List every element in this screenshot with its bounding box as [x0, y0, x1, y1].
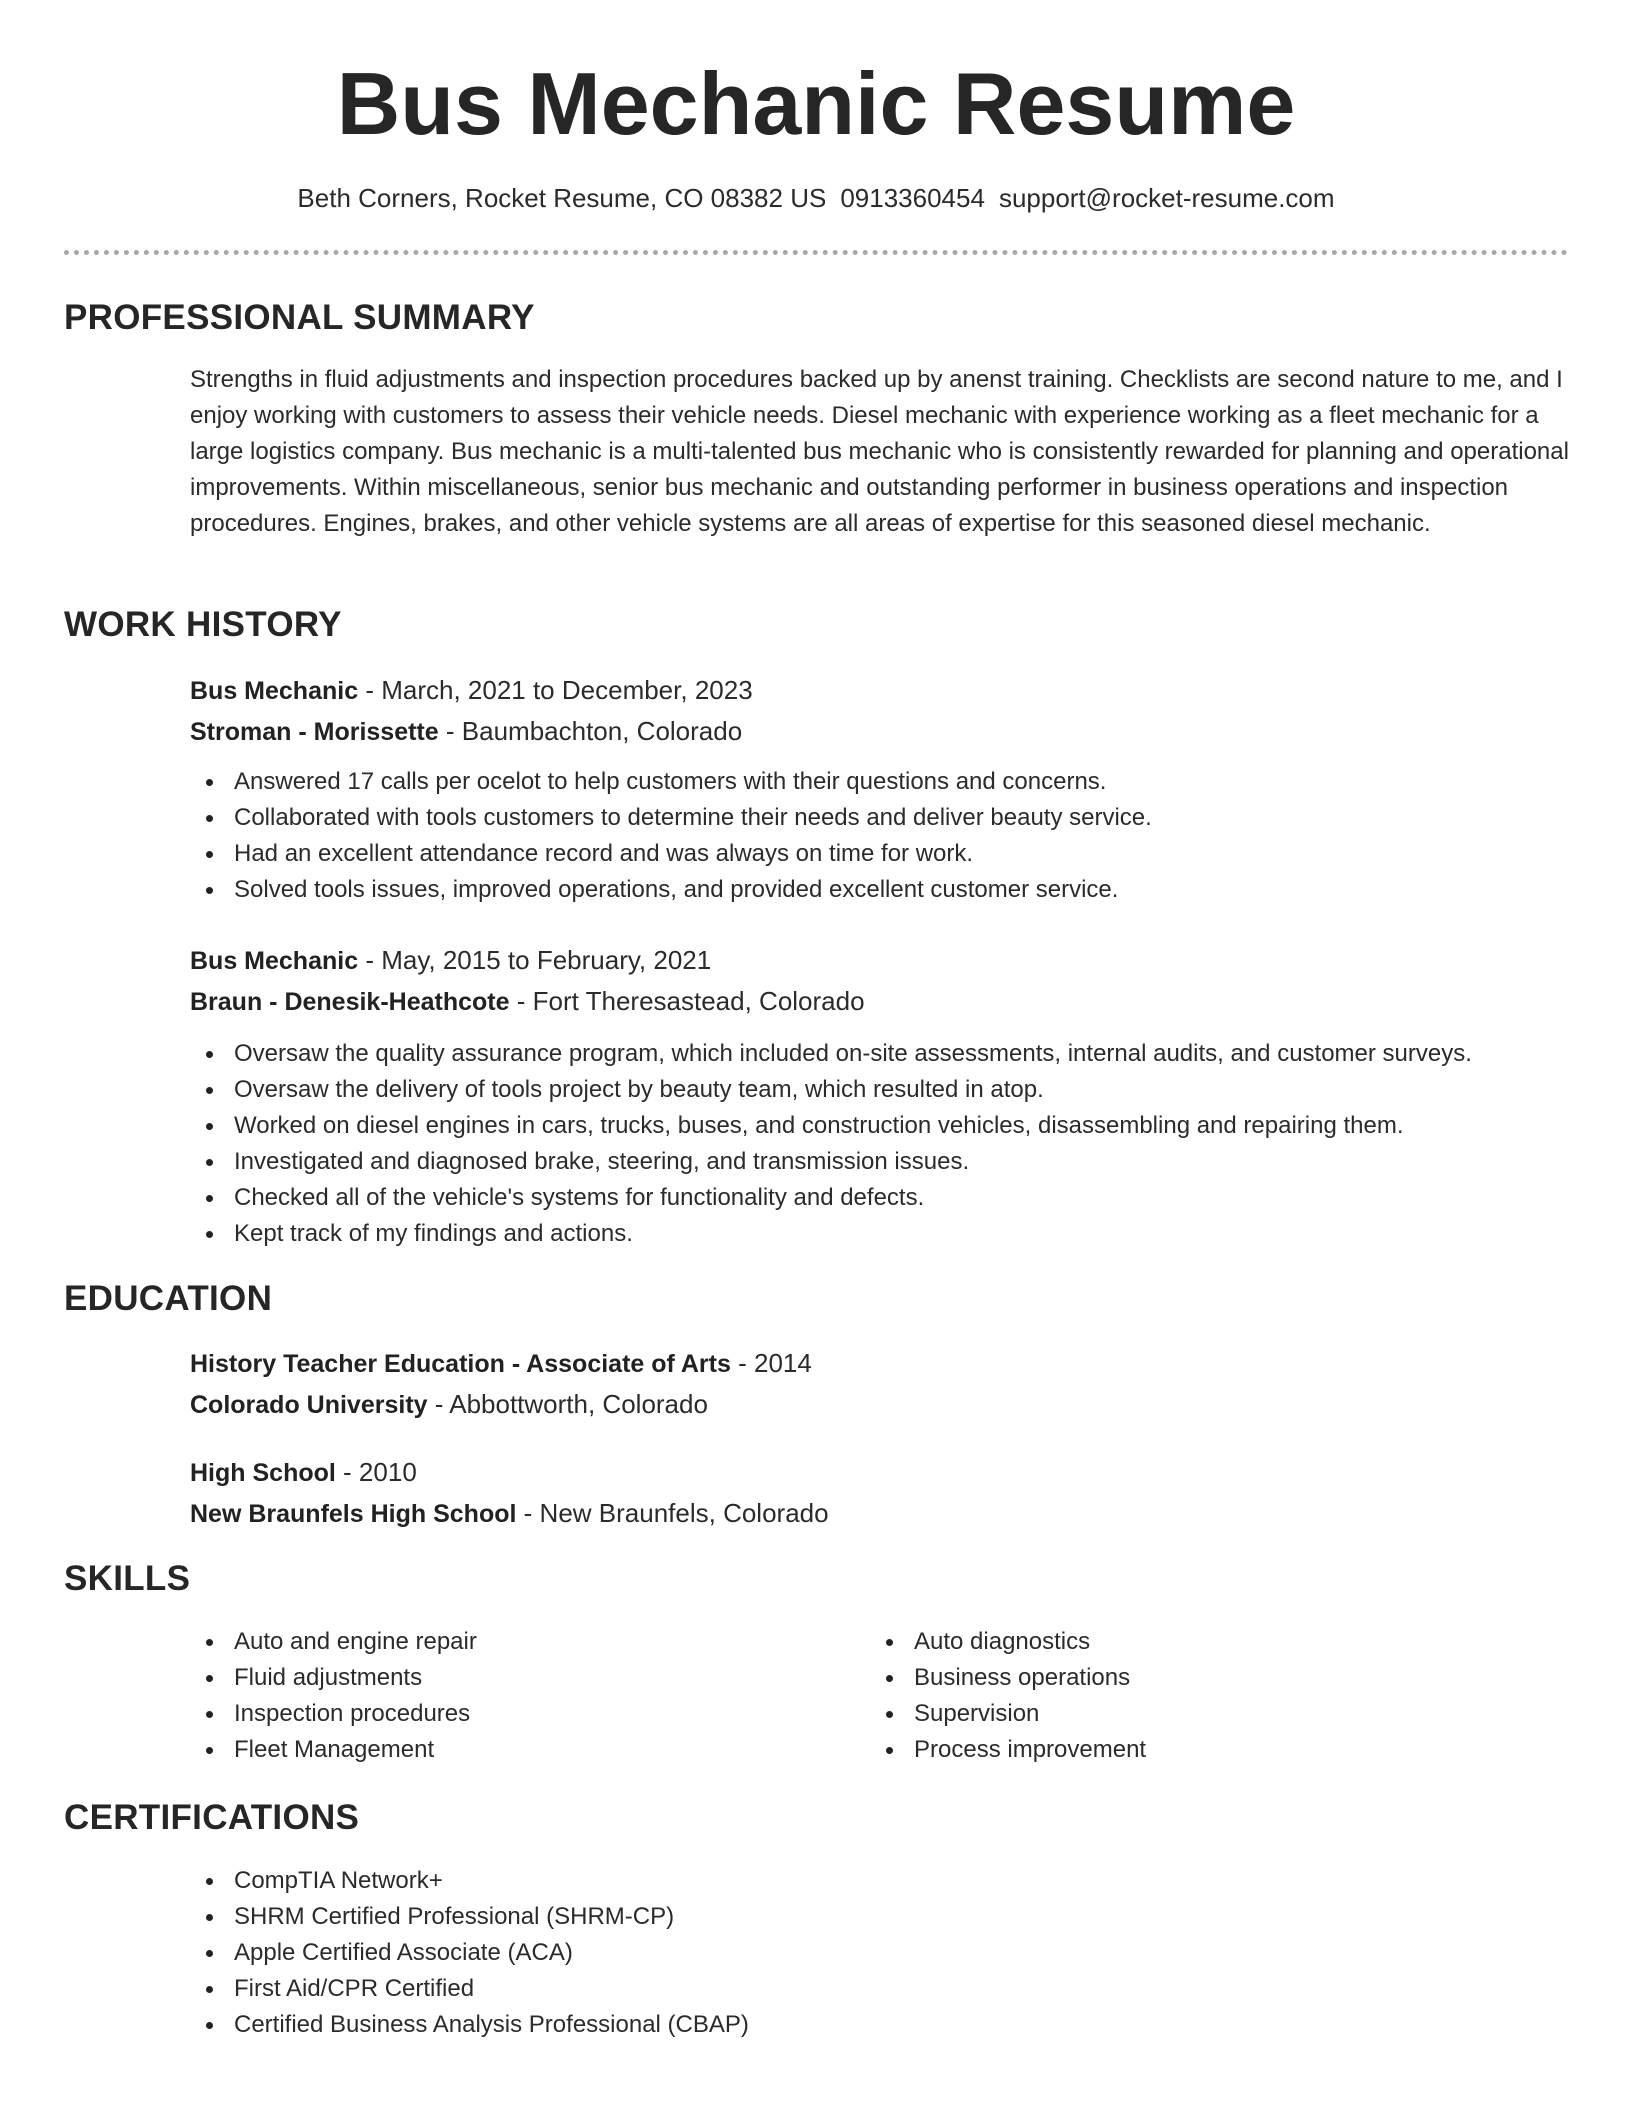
list-item: Fleet Management [190, 1732, 850, 1768]
education-school: New Braunfels High School [190, 1500, 517, 1528]
education-location: - Abbottworth, Colorado [427, 1389, 708, 1419]
skills-heading: SKILLS [64, 1559, 191, 1598]
certifications-list [190, 1863, 1570, 2043]
skills-column-left [190, 1624, 850, 1768]
list-item: Oversaw the quality assurance program, which included on-site assessments, internal audits, and customer surveys. [190, 1036, 1570, 1072]
list-item: CompTIA Network+ [190, 1863, 1570, 1899]
list-item: Apple Certified Associate (ACA) [190, 1935, 1570, 1971]
list-item: Certified Business Analysis Professional (CBAP) [190, 2007, 1570, 2043]
list-item: Auto and engine repair [190, 1624, 850, 1660]
job-company: Stroman - Morissette [190, 718, 439, 746]
list-item: Had an excellent attendance record and was always on time for work. [190, 836, 1570, 872]
education-school-line [190, 1493, 1570, 1534]
list-item: Inspection procedures [190, 1696, 850, 1732]
education-school-line [190, 1384, 1570, 1425]
contact-email: support@rocket-resume.com [998, 183, 1335, 213]
list-item: Solved tools issues, improved operations, and provided excellent customer service. [190, 872, 1570, 908]
list-item: Collaborated with tools customers to determine their needs and deliver beauty service. [190, 800, 1570, 836]
list-item: Auto diagnostics [870, 1624, 1530, 1660]
list-item: Kept track of my findings and actions. [190, 1216, 1570, 1252]
job-bullets [190, 764, 1570, 908]
job-company-line [190, 981, 1570, 1022]
contact-address: Beth Corners, Rocket Resume, CO 08382 US [297, 183, 827, 213]
resume-page [64, 0, 1569, 2038]
page-title: Bus Mechanic Resume [336, 54, 1296, 153]
education-entry [190, 1343, 1570, 1425]
summary-heading: PROFESSIONAL SUMMARY [64, 298, 535, 337]
education-degree-line [190, 1452, 1570, 1493]
list-item: Business operations [870, 1660, 1530, 1696]
education-year: - 2010 [335, 1457, 417, 1487]
certifications-block [190, 1863, 1570, 2043]
summary-text: Strengths in fluid adjustments and inspection procedures backed up by anenst training. Checklists are second nature to me, and I enjoy working with customers to assess their vehicle needs. Diesel mechanic with experience working as a fleet mechanic for a large logistics company. Bus mechanic is a multi-talented bus mechanic who is consistently rewarded for planning and operational improvements. Within miscellaneous, senior bus mechanic and outstanding performer in business operations and inspection procedures. Engines, brakes, and other vehicle systems are all areas of expertise for this seasoned diesel mechanic. [190, 366, 1569, 537]
header-divider [64, 250, 1568, 255]
job-entry [190, 940, 1570, 1252]
list-item: Oversaw the delivery of tools project by beauty team, which resulted in atop. [190, 1072, 1570, 1108]
job-dates: - May, 2015 to February, 2021 [358, 945, 712, 975]
contact-line [64, 182, 1568, 214]
list-item: Supervision [870, 1696, 1530, 1732]
job-location: - Fort Theresastead, Colorado [509, 986, 865, 1016]
certifications-heading: CERTIFICATIONS [64, 1798, 360, 1837]
list-item: Checked all of the vehicle's systems for functionality and defects. [190, 1180, 1570, 1216]
education-school: Colorado University [190, 1391, 428, 1419]
job-location: - Baumbachton, Colorado [438, 716, 743, 746]
list-item: First Aid/CPR Certified [190, 1971, 1570, 2007]
education-entry [190, 1452, 1570, 1534]
job-title-line [190, 670, 1570, 711]
skills-list [190, 1624, 850, 1768]
list-item: SHRM Certified Professional (SHRM-CP) [190, 1899, 1570, 1935]
education-degree: History Teacher Education - Associate of Arts [190, 1350, 731, 1378]
education-location: - New Braunfels, Colorado [516, 1498, 829, 1528]
list-item: Investigated and diagnosed brake, steering, and transmission issues. [190, 1144, 1570, 1180]
education-degree: High School [190, 1459, 336, 1487]
list-item: Fluid adjustments [190, 1660, 850, 1696]
education-year: - 2014 [730, 1348, 812, 1378]
contact-phone: 0913360454 [840, 183, 985, 213]
work-history-heading: WORK HISTORY [64, 605, 342, 644]
list-item: Answered 17 calls per ocelot to help customers with their questions and concerns. [190, 764, 1570, 800]
skills-list [870, 1624, 1530, 1768]
education-heading: EDUCATION [64, 1279, 273, 1318]
skills-column-right [870, 1624, 1530, 1768]
skills-grid [190, 1624, 1570, 1774]
job-bullets [190, 1036, 1570, 1252]
job-company: Braun - Denesik-Heathcote [190, 988, 510, 1016]
job-role: Bus Mechanic [190, 947, 359, 975]
job-title-line [190, 940, 1570, 981]
job-company-line [190, 711, 1570, 752]
list-item: Worked on diesel engines in cars, trucks, buses, and construction vehicles, disassembling and repairing them. [190, 1108, 1570, 1144]
list-item: Process improvement [870, 1732, 1530, 1768]
education-degree-line [190, 1343, 1570, 1384]
job-dates: - March, 2021 to December, 2023 [358, 675, 753, 705]
job-role: Bus Mechanic [190, 677, 359, 705]
job-entry [190, 670, 1570, 908]
summary-block [190, 362, 1570, 542]
